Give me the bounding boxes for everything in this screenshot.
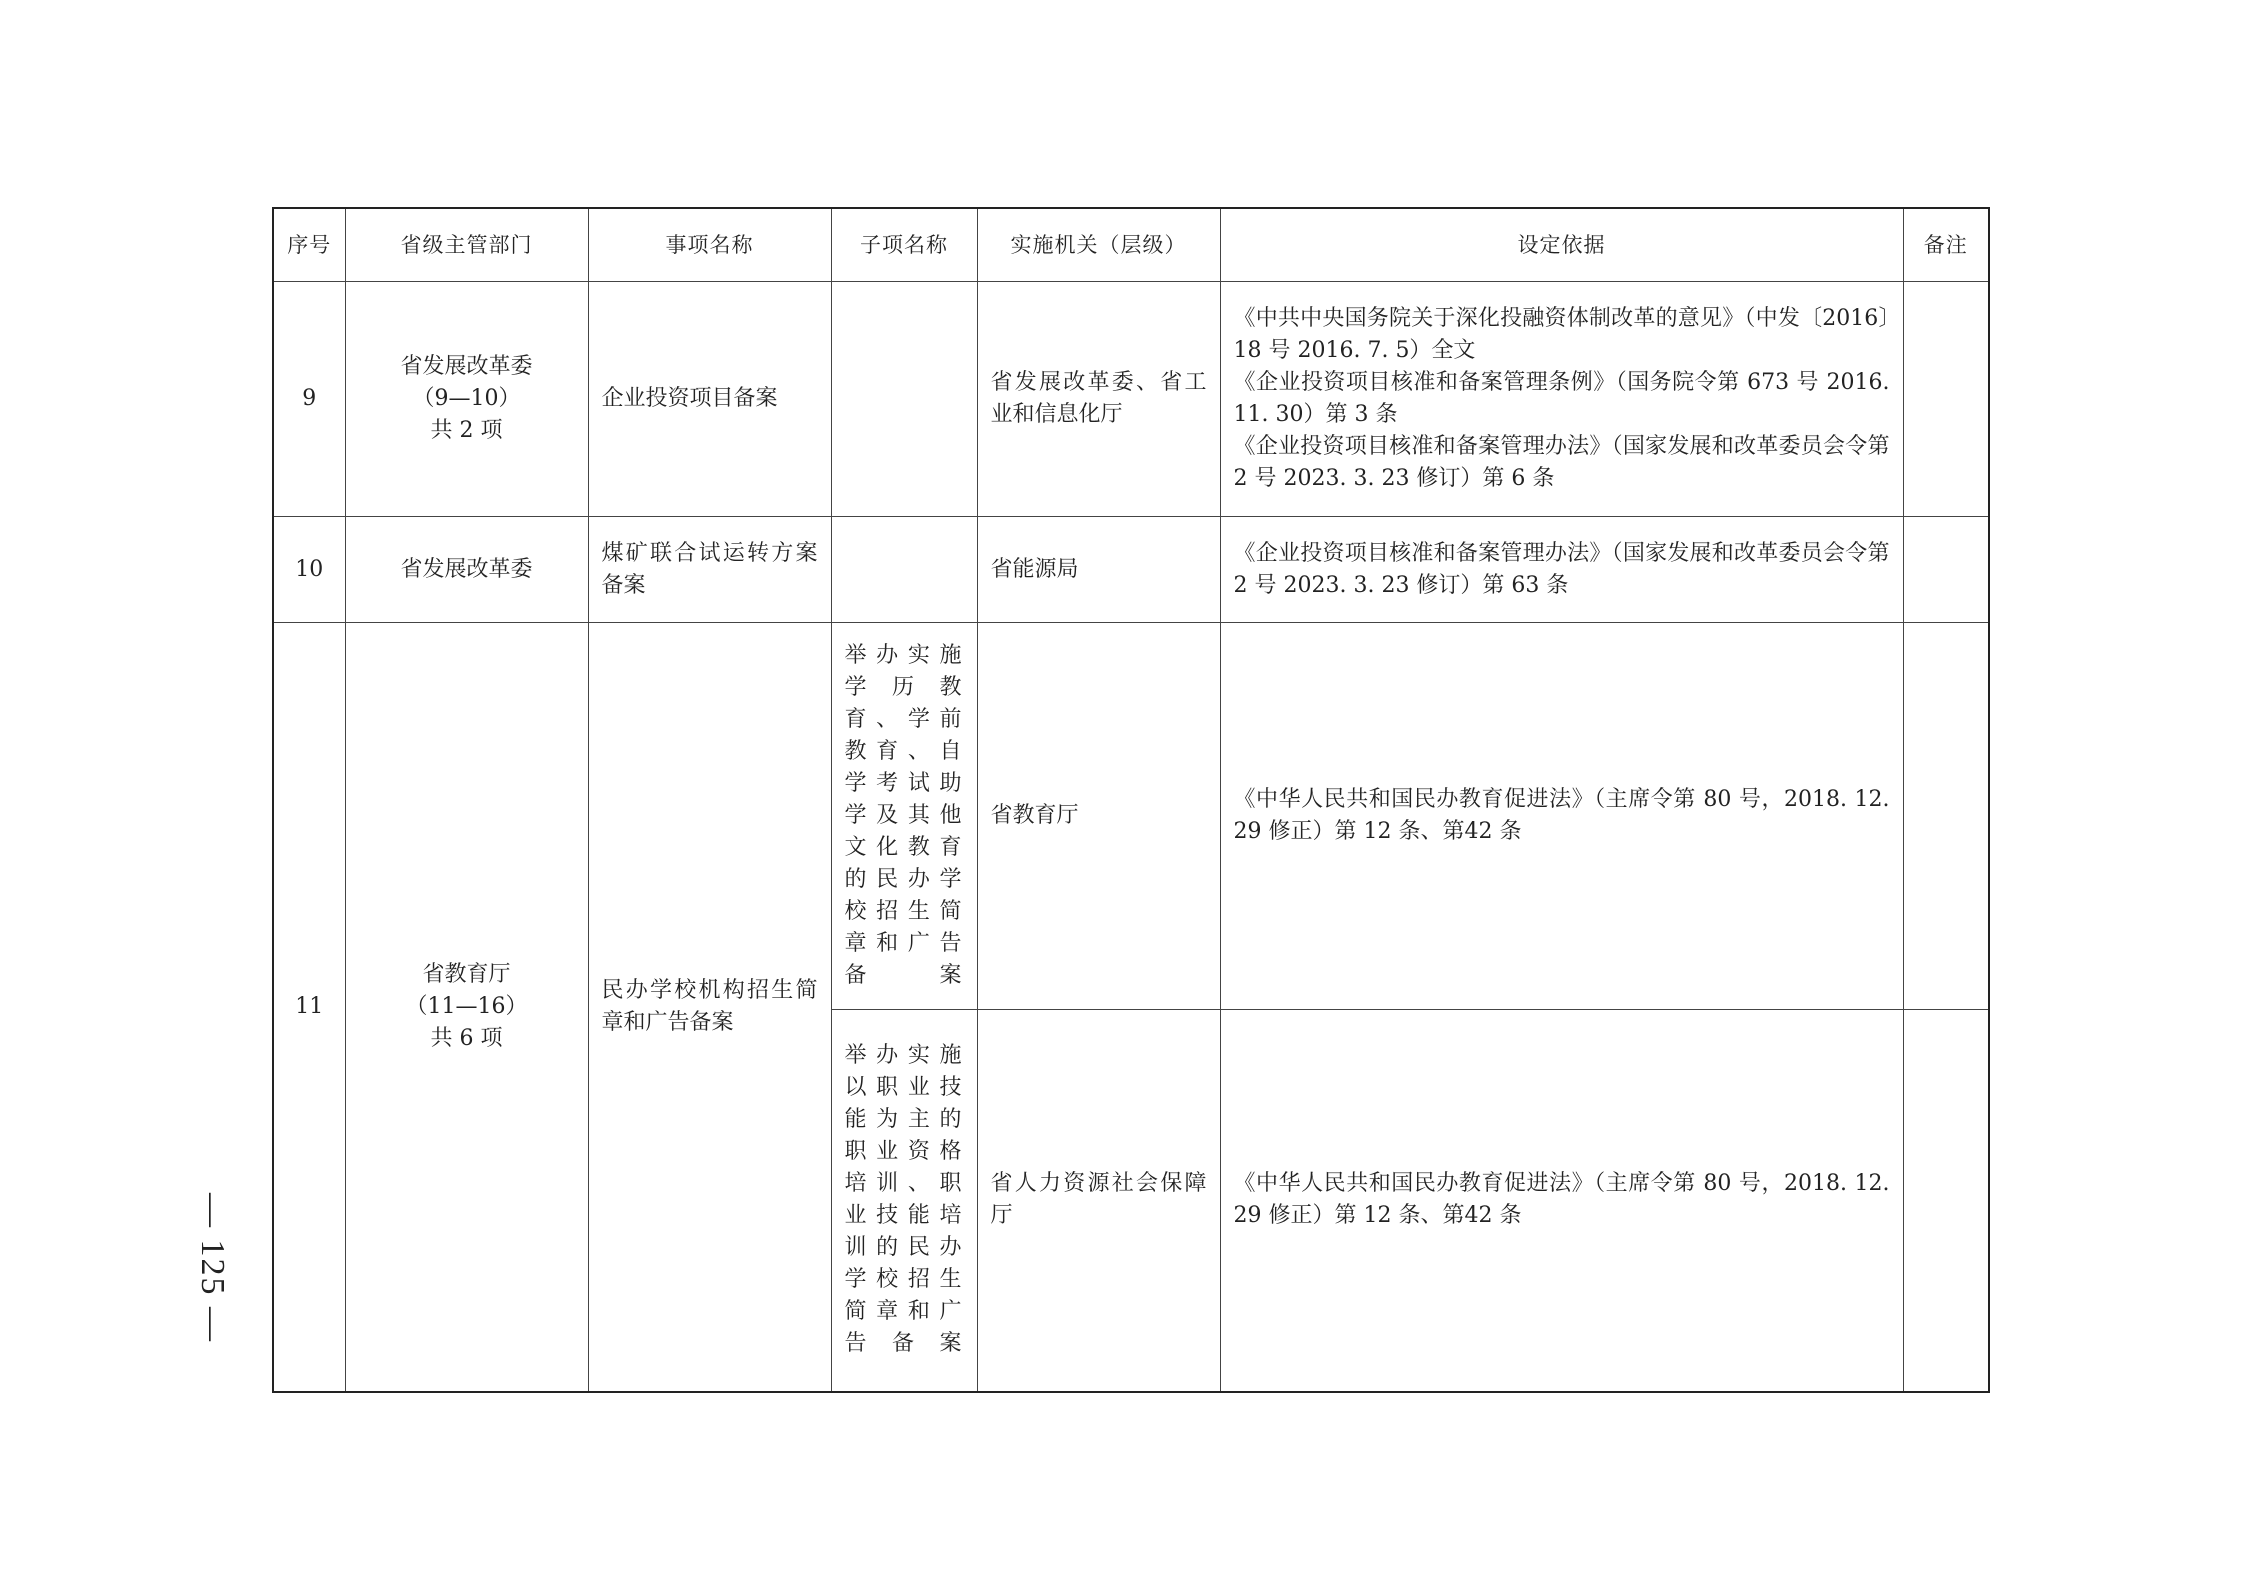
row-agency: 省人力资源社会保障厅 bbox=[977, 1010, 1220, 1392]
row-basis bbox=[1220, 282, 1903, 517]
header-remarks: 备注 bbox=[1903, 208, 1989, 282]
table-header-row bbox=[273, 208, 1989, 282]
row-remarks bbox=[1903, 623, 1989, 1010]
department-line: 共 2 项 bbox=[430, 418, 503, 443]
row-item-name: 煤矿联合试运转方案备案 bbox=[588, 517, 831, 623]
row-sub-item bbox=[831, 1010, 977, 1392]
row-basis: 《企业投资项目核准和备案管理办法》（国家发展和改革委员会令第 2 号 2023. 3. 23 修订）第 63 条 bbox=[1220, 517, 1903, 623]
table-row bbox=[273, 623, 1989, 1010]
row-item-name: 企业投资项目备案 bbox=[588, 282, 831, 517]
header-agency: 实施机关（层级） bbox=[977, 208, 1220, 282]
row-sub-item bbox=[831, 623, 977, 1010]
row-agency: 省教育厅 bbox=[977, 623, 1220, 1010]
header-sub-item: 子项名称 bbox=[831, 208, 977, 282]
filing-items-table bbox=[272, 207, 1990, 1393]
sub-item-text: 举办实施以职业技能为主的职业资格培训、职业技能培训的民办学校招生简章和广告备案 bbox=[844, 1043, 964, 1357]
row-item-name: 民办学校机构招生简章和广告备案 bbox=[588, 623, 831, 1392]
row-basis: 《中华人民共和国民办教育促进法》（主席令第 80 号，2018. 12. 29 修正）第 12 条、第42 条 bbox=[1220, 623, 1903, 1010]
table-row bbox=[273, 282, 1989, 517]
basis-line: 《企业投资项目核准和备案管理办法》（国家发展和改革委员会令第 2 号 2023. 3. 23 修订）第 6 条 bbox=[1233, 434, 1890, 491]
header-item-name: 事项名称 bbox=[588, 208, 831, 282]
department-line: 共 6 项 bbox=[430, 1025, 503, 1051]
row-no: 11 bbox=[273, 623, 345, 1392]
department-line: 省教育厅 bbox=[422, 961, 511, 987]
row-department bbox=[345, 623, 588, 1392]
row-department: 省发展改革委 bbox=[345, 517, 588, 623]
department-line: （9—10） bbox=[412, 386, 521, 411]
row-sub-item bbox=[831, 282, 977, 517]
header-department: 省级主管部门 bbox=[345, 208, 588, 282]
row-remarks bbox=[1903, 517, 1989, 623]
row-department bbox=[345, 282, 588, 517]
row-remarks bbox=[1903, 1010, 1989, 1392]
basis-line: 《企业投资项目核准和备案管理条例》（国务院令第 673 号 2016. 11. 30）第 3 条 bbox=[1233, 370, 1890, 427]
department-line: 省发展改革委 bbox=[400, 354, 533, 379]
sub-item-text: 举办实施学历教育、学前教育、自学考试助学及其他文化教育的民办学校招生简章和广告备案 bbox=[844, 643, 964, 988]
row-sub-item bbox=[831, 517, 977, 623]
department-line: （11—16） bbox=[405, 993, 528, 1019]
header-no: 序号 bbox=[273, 208, 345, 282]
row-no: 9 bbox=[273, 282, 345, 517]
row-remarks bbox=[1903, 282, 1989, 517]
row-basis: 《中华人民共和国民办教育促进法》（主席令第 80 号，2018. 12. 29 修正）第 12 条、第42 条 bbox=[1220, 1010, 1903, 1392]
row-agency: 省发展改革委、省工业和信息化厅 bbox=[977, 282, 1220, 517]
header-basis: 设定依据 bbox=[1220, 208, 1903, 282]
row-agency: 省能源局 bbox=[977, 517, 1220, 623]
page-number-text: — 125 — bbox=[194, 1193, 231, 1343]
table-row bbox=[273, 517, 1989, 623]
page-number bbox=[182, 1178, 242, 1358]
basis-line: 《中共中央国务院关于深化投融资体制改革的意见》（中发〔2016〕18 号 2016. 7. 5）全文 bbox=[1233, 306, 1890, 363]
row-no: 10 bbox=[273, 517, 345, 623]
